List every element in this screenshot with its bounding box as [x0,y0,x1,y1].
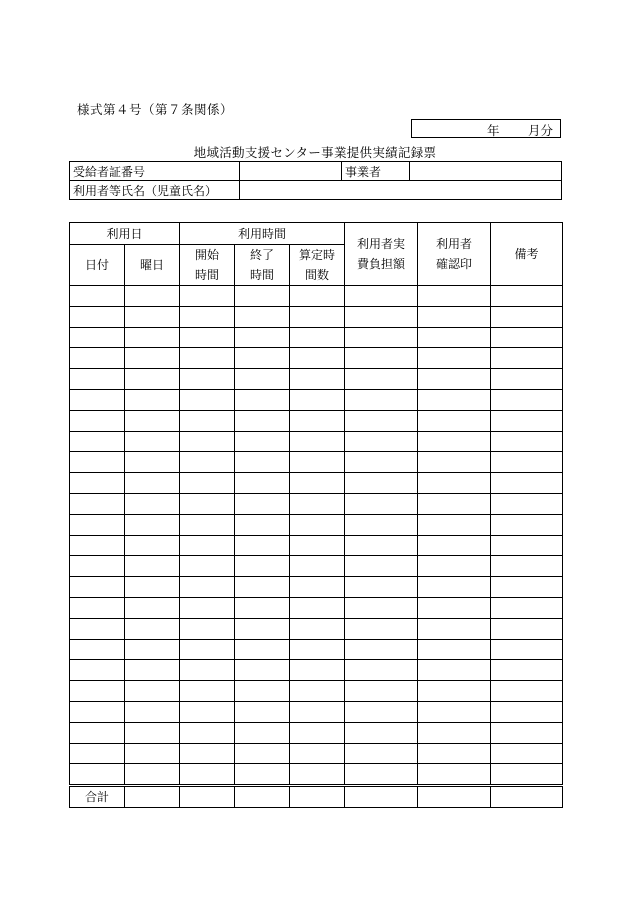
info-table [69,161,562,200]
table-cell[interactable] [290,348,345,369]
table-cell[interactable] [290,431,345,452]
user-name-label: 利用者等氏名（児童氏名） [70,181,240,200]
table-cell[interactable] [290,389,345,410]
table-cell[interactable] [418,452,491,473]
table-cell[interactable] [180,514,235,535]
table-cell[interactable] [70,389,125,410]
table-cell[interactable] [125,743,180,764]
table-cell[interactable] [125,327,180,348]
table-cell[interactable] [125,764,180,786]
table-cell[interactable] [235,764,290,786]
table-cell[interactable] [491,473,563,494]
total-cell[interactable] [345,786,418,808]
header-user-cost-line2: 費負担額 [357,257,406,271]
table-cell[interactable] [70,473,125,494]
table-cell[interactable] [235,306,290,327]
table-row [70,743,563,764]
table-cell[interactable] [70,681,125,702]
table-cell[interactable] [180,681,235,702]
table-cell[interactable] [235,286,290,307]
header-start-line1: 開始 [195,248,220,262]
table-cell[interactable] [345,369,418,390]
header-user-cost [345,223,418,286]
header-end-line2: 時間 [250,268,275,282]
header-usage-date: 利用日 [70,223,180,245]
table-cell[interactable] [235,369,290,390]
table-cell[interactable] [180,306,235,327]
table-cell[interactable] [125,306,180,327]
table-cell[interactable] [125,639,180,660]
table-row [70,327,563,348]
table-cell[interactable] [180,452,235,473]
table-cell[interactable] [418,410,491,431]
table-cell[interactable] [345,348,418,369]
table-cell[interactable] [290,701,345,722]
table-cell[interactable] [418,306,491,327]
table-cell[interactable] [345,514,418,535]
header-user-confirm-line1: 利用者 [436,237,473,251]
table-cell[interactable] [418,327,491,348]
table-cell[interactable] [491,701,563,722]
table-cell[interactable] [418,535,491,556]
table-cell[interactable] [345,410,418,431]
header-calc-line1: 算定時 [299,248,336,262]
table-cell[interactable] [180,348,235,369]
table-row [70,535,563,556]
table-row [70,306,563,327]
table-cell[interactable] [491,452,563,473]
table-row [70,369,563,390]
table-cell[interactable] [70,306,125,327]
table-cell[interactable] [418,369,491,390]
table-cell[interactable] [125,286,180,307]
table-cell[interactable] [180,369,235,390]
header-start-line2: 時間 [195,268,220,282]
table-cell[interactable] [70,410,125,431]
header-remarks: 備考 [491,223,563,286]
table-cell[interactable] [345,681,418,702]
table-row [70,410,563,431]
table-cell[interactable] [491,286,563,307]
table-cell[interactable] [491,327,563,348]
total-cell[interactable] [491,786,563,808]
table-cell[interactable] [180,577,235,598]
table-cell[interactable] [235,410,290,431]
info-row-user [70,181,562,200]
table-cell[interactable] [235,514,290,535]
table-cell[interactable] [235,681,290,702]
table-cell[interactable] [290,556,345,577]
table-cell[interactable] [418,743,491,764]
table-row [70,389,563,410]
table-cell[interactable] [491,369,563,390]
month-label: 月分 [528,123,554,138]
header-start-time [180,245,235,286]
table-cell[interactable] [70,535,125,556]
table-cell[interactable] [491,514,563,535]
table-cell[interactable] [125,722,180,743]
table-cell[interactable] [70,286,125,307]
table-cell[interactable] [180,764,235,786]
header-usage-time: 利用時間 [180,223,345,245]
header-row-1 [70,223,563,245]
table-cell[interactable] [491,556,563,577]
total-cell[interactable] [235,786,290,808]
recipient-id-field[interactable] [240,162,342,181]
table-cell[interactable] [418,577,491,598]
header-end-line1: 終了 [250,248,275,262]
table-cell[interactable] [345,597,418,618]
table-cell[interactable] [125,410,180,431]
table-cell[interactable] [290,597,345,618]
table-cell[interactable] [491,722,563,743]
table-cell[interactable] [70,514,125,535]
total-cell[interactable] [125,786,180,808]
table-cell[interactable] [418,493,491,514]
table-cell[interactable] [125,618,180,639]
header-user-confirm-line2: 確認印 [436,257,473,271]
table-cell[interactable] [180,639,235,660]
table-cell[interactable] [180,389,235,410]
table-cell[interactable] [235,389,290,410]
table-cell[interactable] [491,431,563,452]
table-cell[interactable] [491,639,563,660]
table-cell[interactable] [70,348,125,369]
table-cell[interactable] [125,577,180,598]
table-cell[interactable] [125,369,180,390]
table-cell[interactable] [70,431,125,452]
table-row [70,722,563,743]
table-cell[interactable] [235,660,290,681]
total-label: 合計 [70,786,125,808]
table-cell[interactable] [125,348,180,369]
table-cell[interactable] [180,556,235,577]
table-cell[interactable] [180,722,235,743]
table-cell[interactable] [345,577,418,598]
user-name-field[interactable] [240,181,562,200]
table-cell[interactable] [70,618,125,639]
table-cell[interactable] [235,597,290,618]
table-cell[interactable] [70,722,125,743]
table-cell[interactable] [491,410,563,431]
total-cell[interactable] [418,786,491,808]
table-cell[interactable] [70,493,125,514]
table-cell[interactable] [345,535,418,556]
info-row-recipient [70,162,562,181]
table-cell[interactable] [491,660,563,681]
table-cell[interactable] [290,577,345,598]
record-rows [70,286,563,786]
table-cell[interactable] [180,431,235,452]
total-cell[interactable] [290,786,345,808]
table-cell[interactable] [70,452,125,473]
table-cell[interactable] [290,327,345,348]
table-cell[interactable] [345,556,418,577]
table-cell[interactable] [491,681,563,702]
header-user-cost-line1: 利用者実 [357,237,406,251]
table-cell[interactable] [345,660,418,681]
table-cell[interactable] [180,473,235,494]
table-cell[interactable] [70,743,125,764]
table-cell[interactable] [235,535,290,556]
table-cell[interactable] [290,514,345,535]
table-cell[interactable] [70,660,125,681]
table-cell[interactable] [418,348,491,369]
total-row [70,786,563,808]
table-cell[interactable] [290,493,345,514]
table-cell[interactable] [235,743,290,764]
table-cell[interactable] [70,639,125,660]
table-row [70,493,563,514]
table-cell[interactable] [491,743,563,764]
table-cell[interactable] [290,660,345,681]
table-cell[interactable] [125,535,180,556]
table-cell[interactable] [345,722,418,743]
table-cell[interactable] [345,389,418,410]
year-month-field[interactable] [411,119,561,138]
table-cell[interactable] [180,535,235,556]
header-weekday: 曜日 [125,245,180,286]
table-cell[interactable] [125,660,180,681]
table-cell[interactable] [491,597,563,618]
table-cell[interactable] [125,452,180,473]
table-cell[interactable] [125,514,180,535]
provider-label: 事業者 [342,162,410,181]
table-cell[interactable] [70,327,125,348]
table-cell[interactable] [235,577,290,598]
table-cell[interactable] [235,452,290,473]
table-cell[interactable] [418,681,491,702]
table-row [70,577,563,598]
table-cell[interactable] [345,286,418,307]
table-cell[interactable] [290,369,345,390]
table-row [70,597,563,618]
header-calc-line2: 間数 [305,268,330,282]
table-cell[interactable] [70,577,125,598]
table-cell[interactable] [418,389,491,410]
table-row [70,556,563,577]
table-row [70,286,563,307]
table-row [70,660,563,681]
table-cell[interactable] [418,597,491,618]
table-cell[interactable] [70,597,125,618]
table-cell[interactable] [235,618,290,639]
table-row [70,473,563,494]
table-cell[interactable] [418,722,491,743]
header-calc-hours [290,245,345,286]
table-cell[interactable] [345,473,418,494]
table-cell[interactable] [180,660,235,681]
table-cell[interactable] [125,493,180,514]
table-cell[interactable] [180,327,235,348]
table-row [70,618,563,639]
table-cell[interactable] [125,597,180,618]
table-cell[interactable] [345,764,418,786]
table-cell[interactable] [290,535,345,556]
table-cell[interactable] [235,493,290,514]
header-day: 日付 [70,245,125,286]
table-row [70,348,563,369]
table-row [70,764,563,786]
table-cell[interactable] [418,431,491,452]
table-cell[interactable] [235,722,290,743]
table-cell[interactable] [418,764,491,786]
table-cell[interactable] [290,618,345,639]
table-cell[interactable] [491,618,563,639]
table-cell[interactable] [418,639,491,660]
table-cell[interactable] [345,431,418,452]
total-cell[interactable] [180,786,235,808]
table-cell[interactable] [235,431,290,452]
table-cell[interactable] [290,743,345,764]
table-cell[interactable] [345,639,418,660]
table-cell[interactable] [491,535,563,556]
table-cell[interactable] [491,306,563,327]
table-row [70,701,563,722]
year-label: 年 [487,123,500,138]
table-cell[interactable] [345,701,418,722]
table-cell[interactable] [491,493,563,514]
table-cell[interactable] [235,556,290,577]
table-cell[interactable] [418,618,491,639]
table-cell[interactable] [290,764,345,786]
table-cell[interactable] [345,306,418,327]
table-cell[interactable] [290,722,345,743]
table-cell[interactable] [491,764,563,786]
table-cell[interactable] [180,493,235,514]
table-row [70,431,563,452]
table-cell[interactable] [180,410,235,431]
table-cell[interactable] [290,286,345,307]
table-cell[interactable] [290,452,345,473]
table-cell[interactable] [235,639,290,660]
table-cell[interactable] [70,764,125,786]
table-cell[interactable] [290,410,345,431]
table-cell[interactable] [180,701,235,722]
table-cell[interactable] [345,452,418,473]
document-title: 地域活動支援センター事業提供実績記録票 [193,145,437,160]
records-table [69,222,563,808]
table-cell[interactable] [125,389,180,410]
table-cell[interactable] [125,681,180,702]
table-cell[interactable] [70,369,125,390]
table-cell[interactable] [290,639,345,660]
provider-field[interactable] [410,162,562,181]
table-cell[interactable] [491,348,563,369]
table-cell[interactable] [125,556,180,577]
table-cell[interactable] [491,389,563,410]
recipient-id-label: 受給者証番号 [70,162,240,181]
table-cell[interactable] [125,701,180,722]
table-row [70,514,563,535]
header-user-confirm [418,223,491,286]
table-cell[interactable] [290,473,345,494]
table-cell[interactable] [418,514,491,535]
table-cell[interactable] [345,327,418,348]
header-end-time [235,245,290,286]
form-number: 様式第４号（第７条関係） [77,102,234,117]
table-cell[interactable] [418,660,491,681]
table-row [70,452,563,473]
table-cell[interactable] [345,618,418,639]
table-cell[interactable] [180,286,235,307]
table-row [70,681,563,702]
table-cell[interactable] [418,556,491,577]
table-cell[interactable] [290,306,345,327]
table-cell[interactable] [290,681,345,702]
table-cell[interactable] [345,743,418,764]
table-cell[interactable] [180,618,235,639]
table-row [70,639,563,660]
table-cell[interactable] [235,473,290,494]
table-cell[interactable] [418,286,491,307]
table-cell[interactable] [125,431,180,452]
table-cell[interactable] [180,743,235,764]
table-cell[interactable] [418,701,491,722]
table-cell[interactable] [235,327,290,348]
table-cell[interactable] [418,473,491,494]
table-cell[interactable] [235,701,290,722]
table-cell[interactable] [345,493,418,514]
table-cell[interactable] [235,348,290,369]
table-cell[interactable] [491,577,563,598]
table-cell[interactable] [70,556,125,577]
table-cell[interactable] [70,701,125,722]
table-cell[interactable] [125,473,180,494]
table-cell[interactable] [180,597,235,618]
